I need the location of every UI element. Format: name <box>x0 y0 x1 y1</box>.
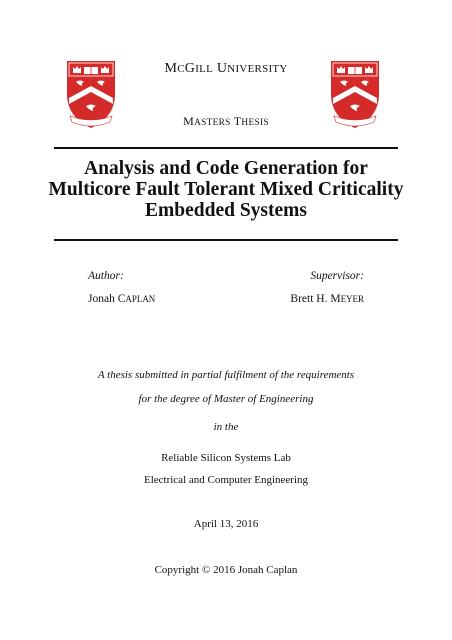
thesis-kind <box>0 114 452 129</box>
lab-name: Reliable Silicon Systems Lab <box>161 452 291 464</box>
submission-statement-line-3: in the <box>213 421 239 433</box>
university-name <box>0 61 452 77</box>
author-last-rest: APLAN <box>125 294 156 304</box>
department-name: Electrical and Computer Engineering <box>143 474 309 486</box>
thesis-kind-initial-1: M <box>183 114 195 128</box>
thesis-kind-part-1: ASTERS <box>194 118 231 128</box>
supervisor-name <box>290 293 364 305</box>
university-name-initial-2: G <box>184 61 196 76</box>
thesis-title <box>40 158 412 221</box>
title-rule-top <box>54 147 398 149</box>
thesis-kind-part-2: HESIS <box>241 118 269 128</box>
supervisor-last-initial: M <box>330 293 341 305</box>
university-name-part-2: ILL <box>195 63 214 75</box>
title-rule-bottom <box>54 239 398 241</box>
submission-date: April 13, 2016 <box>193 518 259 530</box>
university-name-initial-3: U <box>216 61 228 76</box>
submission-statement-line-2: for the degree of Master of Engineering <box>138 393 314 405</box>
thesis-title-line-1: Analysis and Code Generation for <box>84 158 368 179</box>
author-first-name: Jonah <box>88 293 115 305</box>
thesis-title-line-2: Multicore Fault Tolerant Mixed Criticality <box>48 179 404 200</box>
university-name-initial-1: M <box>164 61 178 76</box>
supervisor-label: Supervisor: <box>310 270 364 282</box>
university-name-part-1: C <box>177 63 185 75</box>
author-name <box>88 293 155 305</box>
supervisor-first-name: Brett H. <box>290 293 328 305</box>
submission-statement-line-1: A thesis submitted in partial fulfilment of the requirements <box>97 369 355 381</box>
copyright-notice: Copyright © 2016 Jonah Caplan <box>154 564 298 576</box>
author-label: Author: <box>88 270 124 282</box>
thesis-title-line-3: Embedded Systems <box>145 200 307 221</box>
supervisor-last-rest: EYER <box>340 294 364 304</box>
university-name-part-3: NIVERSITY <box>227 63 288 75</box>
author-last-initial: C <box>117 293 126 305</box>
thesis-kind-initial-2: T <box>233 114 242 128</box>
